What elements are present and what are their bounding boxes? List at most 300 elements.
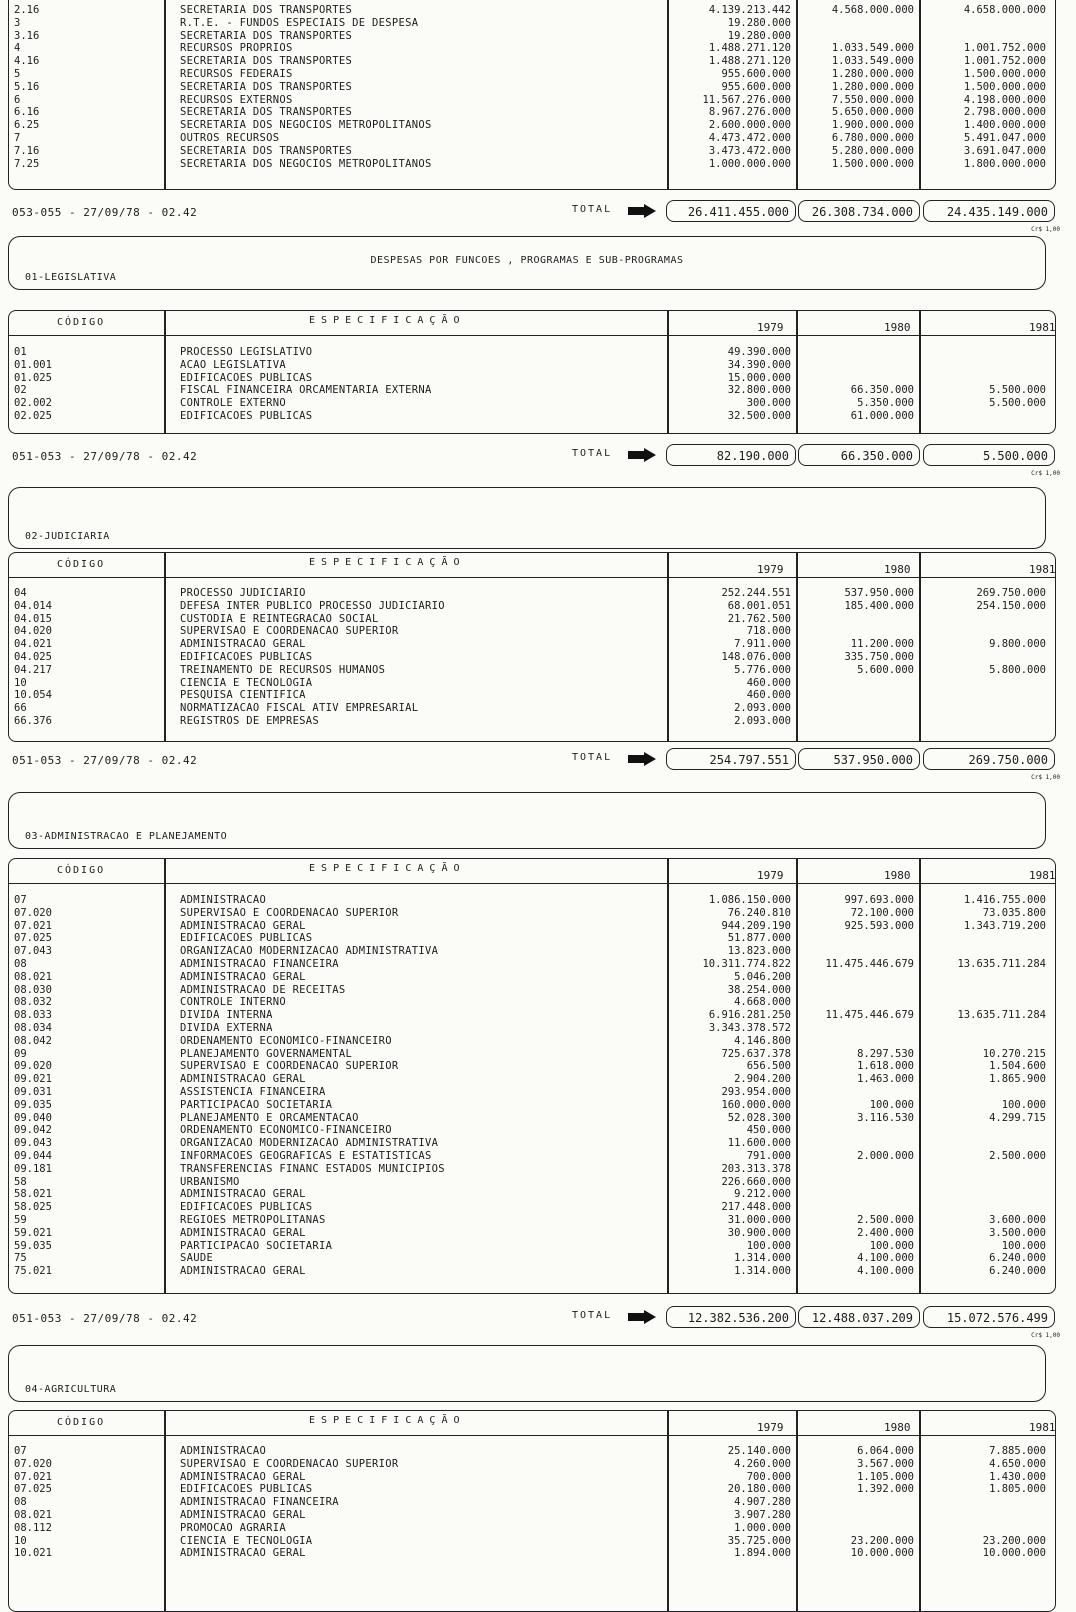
row-value-1979: 2.093.000 [734,715,791,727]
row-value-1979: 9.212.000 [734,1188,791,1201]
row-value-1981: 2.500.000 [989,1150,1046,1162]
row-value-1979: 31.000.000 [727,1214,791,1226]
total-line [8,442,1070,477]
currency-mark: Cr$ 1,00 [1031,774,1060,781]
row-description: CONTROLE EXTERNO [180,397,286,410]
section-name: 01-LEGISLATIVA [25,272,117,283]
row-code: 07 [14,894,27,906]
row-code: 7.25 [14,157,40,170]
total-label: TOTAL [572,1310,613,1321]
column-header-row [9,553,1055,578]
row-value-1979: 2.093.000 [734,702,791,715]
table-row [8,907,1054,920]
row-value-1980: 6.064.000 [857,1445,914,1457]
row-value-1979: 148.076.000 [721,651,791,663]
row-description: CUSTODIA E REINTEGRACAO SOCIAL [180,612,379,625]
arrow-right-icon [628,752,656,766]
row-value-1981: 100.000 [1001,1098,1046,1111]
row-value-1980: 1.280.000.000 [831,68,914,80]
row-value-1980: 5.600.000 [857,663,914,676]
row-value-1980: 185.400.000 [844,599,914,612]
table-row [8,945,1054,958]
row-description: ADMINISTRACAO GERAL [180,1226,306,1239]
table-row [8,1022,1054,1035]
row-value-1981: 5.500.000 [989,397,1046,410]
table-row [8,1137,1054,1150]
row-description: ORDENAMENTO ECONOMICO-FINANCEIRO [180,1034,392,1047]
row-code: 09.021 [14,1073,52,1086]
row-description: ADMINISTRACAO GERAL [180,638,306,651]
row-description: EDIFICACOES PUBLICAS [180,371,313,384]
row-value-1981: 3.600.000 [989,1214,1046,1226]
row-value-1981: 5.800.000 [989,663,1046,676]
row-code: 08.021 [14,1509,52,1521]
row-code: 04.020 [14,625,52,638]
row-description: SUPERVISAO E COORDENACAO SUPERIOR [180,625,399,638]
row-value-1979: 160.000.000 [721,1098,791,1111]
row-value-1979: 7.911.000 [734,638,791,651]
column-header-codigo: CÓDIGO [57,865,106,876]
column-header-especificacao: E S P E C I F I C A Ç Ã O [309,1415,460,1426]
row-description: PROMOCAO AGRARIA [180,1521,286,1534]
row-description: SECRETARIA DOS TRANSPORTES [180,80,353,93]
row-code: 08.032 [14,996,52,1009]
row-description: EDIFICACOES PUBLICAS [180,410,313,422]
table-row [8,894,1054,907]
row-description: PROCESSO LEGISLATIVO [180,346,313,358]
row-description: EDIFICACOES PUBLICAS [180,1483,313,1496]
row-value-1979: 4.473.472.000 [708,132,791,144]
row-value-1979: 791.000 [746,1150,791,1162]
table-row [8,1073,1054,1086]
row-value-1979: 4.139.213.442 [708,4,791,16]
row-value-1980: 997.693.000 [844,894,914,906]
total-line [8,198,1070,233]
column-header-y3: 1981 [1029,321,1056,334]
table-row [8,1124,1054,1137]
table-row [8,1509,1054,1522]
row-value-1979: 52.028.300 [727,1111,791,1124]
row-value-1980: 1.280.000.000 [831,80,914,93]
table-row [8,158,1054,171]
row-value-1979: 38.254.000 [727,983,791,996]
arrow-right-icon [628,448,656,462]
row-value-1979: 4.907.280 [734,1496,791,1509]
table-row [8,410,1054,423]
row-description: ADMINISTRACAO GERAL [180,1509,306,1521]
row-value-1980: 5.650.000.000 [831,106,914,119]
column-header-y2: 1980 [884,321,911,334]
row-description: RECURSOS FEDERAIS [180,68,293,80]
table-row [8,1060,1054,1073]
row-value-1979: 30.900.000 [727,1226,791,1239]
total-value-1980: 537.950.000 [798,748,920,770]
row-code: 59.021 [14,1226,52,1239]
row-value-1981: 6.240.000 [989,1265,1046,1278]
row-code: 02.002 [14,397,52,410]
row-value-1979: 3.907.280 [734,1509,791,1521]
row-value-1981: 4.650.000 [989,1457,1046,1470]
row-code: 08.112 [14,1521,52,1534]
row-description: ADMINISTRACAO GERAL [180,970,306,983]
row-value-1981: 1.001.752.000 [963,55,1046,68]
row-value-1979: 4.668.000 [734,996,791,1009]
row-value-1980: 925.593.000 [844,919,914,932]
row-code: 10.054 [14,689,52,702]
row-description: ADMINISTRACAO GERAL [180,1188,306,1201]
row-description: ADMINISTRACAO GERAL [180,1265,306,1278]
table-row [8,42,1054,55]
currency-mark: Cr$ 1,00 [1031,470,1060,477]
total-value-1979: 12.382.536.200 [666,1306,796,1328]
table-row [8,702,1054,715]
row-value-1980: 10.000.000 [850,1547,914,1560]
table-row [8,346,1054,359]
row-description: RECURSOS EXTERNOS [180,93,293,106]
table-row [8,664,1054,677]
row-code: 01.025 [14,371,52,384]
row-code: 10 [14,676,27,689]
row-value-1980: 335.750.000 [844,651,914,663]
row-description: ORDENAMENTO ECONOMICO-FINANCEIRO [180,1124,392,1137]
row-value-1979: 955.600.000 [721,68,791,80]
table-row [8,55,1054,68]
row-value-1981: 1.001.752.000 [963,42,1046,55]
row-value-1979: 68.001.051 [727,599,791,612]
row-value-1980: 100.000 [869,1239,914,1252]
row-code: 04 [14,587,27,599]
row-description: SECRETARIA DOS TRANSPORTES [180,4,353,16]
table-row [8,613,1054,626]
row-code: 08 [14,1496,27,1509]
row-description: ADMINISTRACAO GERAL [180,1470,306,1483]
row-value-1980: 100.000 [869,1098,914,1111]
row-value-1981: 1.805.000 [989,1483,1046,1496]
row-description: NORMATIZACAO FISCAL ATIV EMPRESARIAL [180,702,419,715]
row-value-1979: 1.488.271.120 [708,55,791,68]
table-row [8,1522,1054,1535]
row-description: CIENCIA E TECNOLOGIA [180,676,313,689]
row-value-1980: 2.500.000 [857,1214,914,1226]
column-header-especificacao: E S P E C I F I C A Ç Ã O [309,557,460,568]
row-value-1979: 25.140.000 [727,1445,791,1457]
row-description: EDIFICACOES PUBLICAS [180,932,313,945]
row-value-1979: 13.823.000 [727,945,791,958]
table-row [8,625,1054,638]
row-value-1979: 460.000 [746,689,791,702]
table-row [8,132,1054,145]
row-description: ORGANIZACAO MODERNIZACAO ADMINISTRATIVA [180,945,439,958]
row-value-1979: 11.600.000 [727,1137,791,1150]
table-row [8,1483,1054,1496]
row-value-1981: 5.500.000 [989,384,1046,397]
row-value-1980: 1.500.000.000 [831,157,914,170]
row-value-1981: 5.491.047.000 [963,132,1046,144]
row-value-1979: 3.343.378.572 [708,1022,791,1034]
row-description: TRANSFERENCIAS FINANC ESTADOS MUNICIPIOS [180,1162,445,1175]
row-description: EDIFICACOES PUBLICAS [180,1201,313,1214]
row-code: 07.021 [14,1470,52,1483]
row-value-1979: 76.240.810 [727,906,791,919]
row-description: URBANISMO [180,1175,240,1188]
row-description: OUTROS RECURSOS [180,132,280,144]
row-description: ADMINISTRACAO GERAL [180,1073,306,1086]
row-description: ADMINISTRACAO GERAL [180,919,306,932]
column-header-row [9,1411,1055,1436]
row-value-1980: 72.100.000 [850,906,914,919]
row-description: ADMINISTRACAO [180,894,267,906]
row-code: 66.376 [14,715,52,727]
row-description: PARTICIPACAO SOCIETARIA [180,1098,333,1111]
table-row [8,68,1054,81]
row-description: SAUDE [180,1252,214,1265]
row-value-1979: 100.000 [746,1239,791,1252]
row-description: CONTROLE INTERNO [180,996,286,1009]
row-value-1981: 9.800.000 [989,638,1046,651]
table-row [8,1227,1054,1240]
column-header-row [9,311,1055,336]
row-value-1981: 3.500.000 [989,1226,1046,1239]
row-value-1980: 7.550.000.000 [831,93,914,106]
table-row [8,1547,1054,1560]
table-row [8,1240,1054,1253]
row-value-1980: 61.000.000 [850,410,914,422]
table-row [8,932,1054,945]
row-value-1979: 725.637.378 [721,1047,791,1060]
row-description: FISCAL FINANCEIRA ORCAMENTARIA EXTERNA [180,384,432,397]
row-value-1979: 1.000.000.000 [708,157,791,170]
column-header-row [9,859,1055,884]
table-row [8,1535,1054,1548]
row-value-1979: 20.180.000 [727,1483,791,1496]
table-row [8,1188,1054,1201]
row-value-1979: 5.776.000 [734,663,791,676]
row-code: 7.16 [14,144,40,157]
row-value-1981: 13.635.711.284 [957,1009,1046,1022]
row-description: ADMINISTRACAO FINANCEIRA [180,1496,339,1509]
row-code: 09.031 [14,1086,52,1098]
total-reference: 051-053 - 27/09/78 - 02.42 [12,450,198,463]
row-code: 08 [14,958,27,970]
row-value-1980: 66.350.000 [850,384,914,397]
row-value-1979: 718.000 [746,625,791,638]
row-value-1980: 1.900.000.000 [831,119,914,132]
row-value-1980: 3.116.530 [857,1111,914,1124]
row-value-1980: 1.392.000 [857,1483,914,1496]
row-value-1979: 226.660.000 [721,1175,791,1188]
row-value-1980: 2.400.000 [857,1226,914,1239]
total-value-1980: 12.488.037.209 [798,1306,920,1328]
row-code: 2.16 [14,4,40,16]
row-value-1979: 35.725.000 [727,1534,791,1547]
row-value-1979: 955.600.000 [721,80,791,93]
row-value-1981: 23.200.000 [982,1534,1046,1547]
column-header-especificacao: E S P E C I F I C A Ç Ã O [309,315,460,326]
arrow-right-icon [628,1310,656,1324]
row-value-1979: 19.280.000 [727,29,791,42]
table-row [8,1445,1054,1458]
row-code: 08.030 [14,983,52,996]
row-value-1979: 51.877.000 [727,932,791,945]
table-row [8,1201,1054,1214]
row-value-1980: 11.475.446.679 [825,1009,914,1022]
table-row [8,359,1054,372]
row-code: 07.043 [14,945,52,958]
table-row [8,600,1054,613]
row-value-1981: 73.035.800 [982,906,1046,919]
row-description: ADMINISTRACAO GERAL [180,1547,306,1560]
row-code: 08.034 [14,1022,52,1034]
row-code: 08.021 [14,970,52,983]
row-code: 09.044 [14,1150,52,1162]
table-row [8,689,1054,702]
row-code: 75.021 [14,1265,52,1278]
row-code: 4 [14,42,21,55]
total-label: TOTAL [572,448,613,459]
currency-mark: Cr$ 1,00 [1031,226,1060,233]
section-header-box [8,236,1046,290]
total-value-1981: 269.750.000 [923,748,1055,770]
row-description: RECURSOS PROPRIOS [180,42,293,55]
row-description: R.T.E. - FUNDOS ESPECIAIS DE DESPESA [180,16,419,29]
section-name: 03-ADMINISTRACAO E PLANEJAMENTO [25,831,228,842]
row-value-1979: 34.390.000 [727,358,791,371]
total-value-1979: 254.797.551 [666,748,796,770]
row-value-1979: 1.488.271.120 [708,42,791,55]
column-header-y3: 1981 [1029,563,1056,576]
row-value-1979: 944.209.190 [721,919,791,932]
currency-mark: Cr$ 1,00 [1031,1332,1060,1339]
row-value-1981: 4.198.000.000 [963,93,1046,106]
row-value-1979: 656.500 [746,1060,791,1073]
table-row [8,984,1054,997]
table-row [8,17,1054,30]
row-code: 66 [14,702,27,715]
table-row [8,1458,1054,1471]
row-code: 07 [14,1445,27,1457]
table-row [8,1086,1054,1099]
table-row [8,30,1054,43]
row-value-1980: 4.100.000 [857,1265,914,1278]
table-row [8,4,1054,17]
row-value-1979: 3.473.472.000 [708,144,791,157]
table-row [8,1150,1054,1163]
total-value-1981: 5.500.000 [923,444,1055,466]
row-value-1979: 2.904.200 [734,1073,791,1086]
row-code: 08.033 [14,1009,52,1022]
row-code: 04.025 [14,651,52,663]
row-code: 04.217 [14,663,52,676]
table-row [8,715,1054,728]
row-code: 10.021 [14,1547,52,1560]
column-header-codigo: CÓDIGO [57,559,106,570]
column-header-y2: 1980 [884,563,911,576]
row-value-1980: 2.000.000 [857,1150,914,1162]
column-header-codigo: CÓDIGO [57,317,106,328]
row-value-1981: 4.299.715 [989,1111,1046,1124]
row-code: 07.025 [14,1483,52,1496]
row-value-1980: 1.618.000 [857,1060,914,1073]
section-header-box [8,1345,1046,1402]
row-code: 04.015 [14,612,52,625]
table-row [8,677,1054,690]
table-row [8,1214,1054,1227]
row-description: SECRETARIA DOS NEGOCIOS METROPOLITANOS [180,157,432,170]
row-description: SECRETARIA DOS TRANSPORTES [180,144,353,157]
row-code: 09 [14,1047,27,1060]
row-description: ADMINISTRACAO FINANCEIRA [180,958,339,970]
total-reference: 051-053 - 27/09/78 - 02.42 [12,754,198,767]
row-value-1979: 5.046.200 [734,970,791,983]
row-value-1981: 1.430.000 [989,1470,1046,1483]
row-description: PLANEJAMENTO GOVERNAMENTAL [180,1047,353,1060]
row-description: SECRETARIA DOS TRANSPORTES [180,106,353,119]
row-value-1981: 4.658.000.000 [963,4,1046,16]
row-description: ADMINISTRACAO DE RECEITAS [180,983,346,996]
row-description: DIVIDA EXTERNA [180,1022,273,1034]
row-code: 5.16 [14,80,40,93]
section-name: 02-JUDICIARIA [25,531,110,542]
row-value-1979: 217.448.000 [721,1201,791,1214]
table-row [8,1496,1054,1509]
total-line [8,746,1070,781]
row-value-1980: 5.350.000 [857,397,914,410]
row-value-1979: 49.390.000 [727,346,791,358]
row-value-1980: 5.280.000.000 [831,144,914,157]
row-description: PARTICIPACAO SOCIETARIA [180,1239,333,1252]
row-value-1979: 11.567.276.000 [702,93,791,106]
table-row [8,971,1054,984]
row-description: SECRETARIA DOS TRANSPORTES [180,29,353,42]
total-line [8,1304,1070,1339]
row-description: DEFESA INTER PUBLICO PROCESSO JUDICIARIO [180,599,445,612]
row-code: 09.020 [14,1060,52,1073]
total-value-1981: 15.072.576.499 [923,1306,1055,1328]
row-value-1979: 21.762.500 [727,612,791,625]
table-row [8,958,1054,971]
row-description: SECRETARIA DOS TRANSPORTES [180,55,353,68]
row-value-1981: 1.500.000.000 [963,68,1046,80]
row-code: 09.042 [14,1124,52,1137]
row-value-1979: 203.313.378 [721,1162,791,1175]
table-row [8,1009,1054,1022]
table-row [8,651,1054,664]
table-row [8,397,1054,410]
row-value-1979: 450.000 [746,1124,791,1137]
row-value-1979: 4.260.000 [734,1457,791,1470]
column-header-y2: 1980 [884,869,911,882]
row-value-1980: 6.780.000.000 [831,132,914,144]
row-code: 09.035 [14,1098,52,1111]
column-header-y1: 1979 [757,1421,784,1434]
row-description: EDIFICACOES PUBLICAS [180,651,313,663]
section-header-box [8,487,1046,549]
section-header-box [8,792,1046,849]
section-title: DESPESAS POR FUNCOES , PROGRAMAS E SUB-PROGRAMAS [370,255,684,266]
table-row [8,1265,1054,1278]
row-description: SECRETARIA DOS NEGOCIOS METROPOLITANOS [180,119,432,132]
row-value-1981: 1.343.719.200 [963,919,1046,932]
column-header-especificacao: E S P E C I F I C A Ç Ã O [309,863,460,874]
table-row [8,1112,1054,1125]
column-header-y1: 1979 [757,563,784,576]
row-value-1979: 300.000 [746,397,791,410]
table-row [8,1471,1054,1484]
row-value-1980: 1.463.000 [857,1073,914,1086]
row-value-1980: 23.200.000 [850,1534,914,1547]
row-value-1981: 3.691.047.000 [963,144,1046,157]
row-description: REGIOES METROPOLITANAS [180,1214,326,1226]
